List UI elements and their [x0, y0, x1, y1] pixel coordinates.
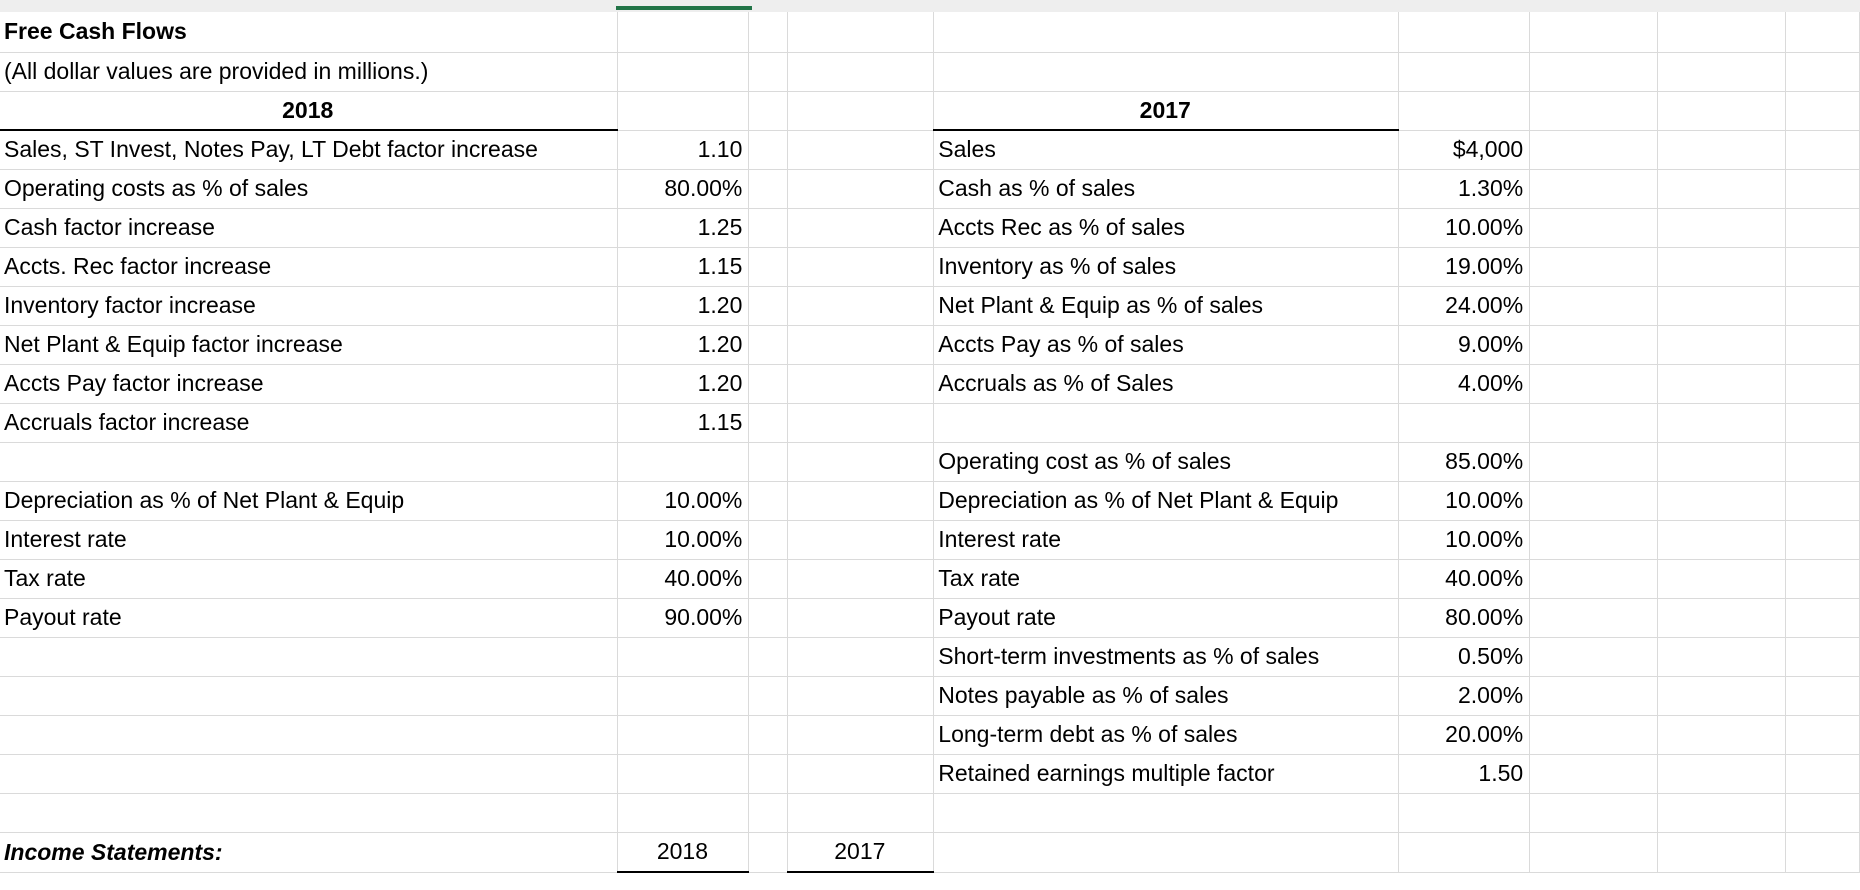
cell[interactable]	[1785, 715, 1859, 754]
cell[interactable]	[749, 403, 788, 442]
assumption-2018-value[interactable]: 80.00%	[618, 169, 749, 208]
cell[interactable]	[788, 247, 934, 286]
cell[interactable]	[1530, 481, 1658, 520]
assumption-2018-value[interactable]: 1.20	[618, 286, 749, 325]
assumption-2018-label[interactable]: Sales, ST Invest, Notes Pay, LT Debt factor increase	[0, 130, 618, 169]
assumption-2017-value[interactable]: 80.00%	[1399, 598, 1530, 637]
cell[interactable]	[749, 442, 788, 481]
table-row	[0, 715, 1860, 754]
cell[interactable]	[1785, 676, 1859, 715]
cell[interactable]	[788, 559, 934, 598]
cell[interactable]	[749, 247, 788, 286]
table-row	[0, 559, 1860, 598]
assumption-2018-label[interactable]: Inventory factor increase	[0, 286, 618, 325]
assumption-2017-value[interactable]: $4,000	[1399, 130, 1530, 169]
cell[interactable]	[1785, 403, 1859, 442]
cell[interactable]	[1785, 12, 1859, 52]
cell[interactable]	[1658, 832, 1786, 872]
cell[interactable]	[788, 12, 934, 52]
cell[interactable]	[1785, 559, 1859, 598]
cell[interactable]	[749, 754, 788, 793]
cell[interactable]	[749, 559, 788, 598]
assumption-2018-value[interactable]: 1.25	[618, 208, 749, 247]
cell[interactable]	[788, 286, 934, 325]
cell[interactable]	[934, 832, 1399, 872]
cell[interactable]	[1658, 130, 1786, 169]
assumption-2017-label[interactable]	[934, 793, 1399, 832]
assumption-2017-value[interactable]: 40.00%	[1399, 559, 1530, 598]
cell[interactable]	[749, 325, 788, 364]
cell[interactable]	[1785, 754, 1859, 793]
assumption-2017-value[interactable]	[1399, 403, 1530, 442]
cell[interactable]	[749, 286, 788, 325]
assumption-2018-label[interactable]	[0, 442, 618, 481]
assumption-2017-label[interactable]: Sales	[934, 130, 1399, 169]
table-row	[0, 442, 1860, 481]
cell[interactable]	[788, 676, 934, 715]
cell[interactable]	[1785, 637, 1859, 676]
cell[interactable]	[1658, 286, 1786, 325]
cell[interactable]	[1399, 91, 1530, 130]
cell[interactable]	[1530, 130, 1658, 169]
cell[interactable]	[1785, 520, 1859, 559]
cell[interactable]	[618, 91, 749, 130]
cell[interactable]	[1785, 169, 1859, 208]
assumption-2018-label[interactable]	[0, 637, 618, 676]
cell[interactable]	[749, 637, 788, 676]
assumption-2018-label[interactable]: Cash factor increase	[0, 208, 618, 247]
year-header-2017[interactable]: 2017	[934, 91, 1399, 130]
assumption-2017-label[interactable]: Cash as % of sales	[934, 169, 1399, 208]
assumption-2018-label[interactable]: Depreciation as % of Net Plant & Equip	[0, 481, 618, 520]
cell[interactable]	[1399, 52, 1530, 91]
assumption-2017-value[interactable]: 10.00%	[1399, 481, 1530, 520]
cell[interactable]	[1658, 442, 1786, 481]
assumption-2018-label[interactable]	[0, 676, 618, 715]
cell[interactable]	[1658, 325, 1786, 364]
cell[interactable]	[788, 520, 934, 559]
cell[interactable]	[1530, 676, 1658, 715]
cell[interactable]	[788, 715, 934, 754]
cell[interactable]	[1530, 442, 1658, 481]
cell[interactable]	[1658, 715, 1786, 754]
cell[interactable]	[1658, 520, 1786, 559]
income-statements-row	[0, 832, 1860, 872]
table-row	[0, 676, 1860, 715]
assumption-2018-value[interactable]: 1.15	[618, 403, 749, 442]
cell[interactable]	[788, 403, 934, 442]
cell[interactable]	[1785, 52, 1859, 91]
cell[interactable]	[1530, 520, 1658, 559]
assumption-2017-label[interactable]: Short-term investments as % of sales	[934, 637, 1399, 676]
assumption-2018-value[interactable]	[618, 754, 749, 793]
assumption-2017-value[interactable]: 19.00%	[1399, 247, 1530, 286]
table-row	[0, 403, 1860, 442]
cell[interactable]	[1658, 637, 1786, 676]
assumption-2017-label[interactable]: Accts Rec as % of sales	[934, 208, 1399, 247]
cell[interactable]	[1658, 676, 1786, 715]
cell[interactable]	[1530, 325, 1658, 364]
cell[interactable]	[1530, 169, 1658, 208]
cell[interactable]	[1530, 52, 1658, 91]
assumption-2017-label[interactable]: Notes payable as % of sales	[934, 676, 1399, 715]
cell[interactable]	[1785, 286, 1859, 325]
assumption-2017-label[interactable]: Long-term debt as % of sales	[934, 715, 1399, 754]
table-row	[0, 208, 1860, 247]
cell[interactable]	[1530, 247, 1658, 286]
cell[interactable]	[749, 12, 788, 52]
assumption-2017-label[interactable]: Inventory as % of sales	[934, 247, 1399, 286]
assumption-2017-value[interactable]: 24.00%	[1399, 286, 1530, 325]
cell[interactable]	[788, 52, 934, 91]
assumption-2017-label[interactable]: Depreciation as % of Net Plant & Equip	[934, 481, 1399, 520]
assumption-2018-value[interactable]: 1.20	[618, 364, 749, 403]
cell[interactable]	[1530, 637, 1658, 676]
income-year-2018[interactable]: 2018	[618, 832, 749, 872]
table-row	[0, 637, 1860, 676]
assumption-2018-label[interactable]: Operating costs as % of sales	[0, 169, 618, 208]
assumption-2018-value[interactable]: 1.10	[618, 130, 749, 169]
cell[interactable]	[1658, 754, 1786, 793]
assumption-2018-label[interactable]: Payout rate	[0, 598, 618, 637]
cell[interactable]	[1530, 364, 1658, 403]
cell[interactable]	[749, 208, 788, 247]
assumption-2018-label[interactable]	[0, 754, 618, 793]
assumption-2018-value[interactable]: 40.00%	[618, 559, 749, 598]
assumption-2017-value[interactable]: 4.00%	[1399, 364, 1530, 403]
cell[interactable]	[1658, 169, 1786, 208]
cell[interactable]	[1530, 403, 1658, 442]
assumption-2017-label[interactable]: Tax rate	[934, 559, 1399, 598]
assumption-2018-label[interactable]: Net Plant & Equip factor increase	[0, 325, 618, 364]
assumption-2017-value[interactable]: 10.00%	[1399, 520, 1530, 559]
assumption-2018-label[interactable]: Tax rate	[0, 559, 618, 598]
cell[interactable]	[1530, 91, 1658, 130]
assumption-2018-value[interactable]	[618, 442, 749, 481]
cell[interactable]	[934, 52, 1399, 91]
cell[interactable]	[1658, 247, 1786, 286]
assumption-2018-label[interactable]: Accts Pay factor increase	[0, 364, 618, 403]
assumption-2017-value[interactable]: 20.00%	[1399, 715, 1530, 754]
assumption-2018-label[interactable]: Interest rate	[0, 520, 618, 559]
assumption-2018-label[interactable]: Accruals factor increase	[0, 403, 618, 442]
cell[interactable]	[749, 130, 788, 169]
table-row	[0, 130, 1860, 169]
cell[interactable]	[1785, 130, 1859, 169]
assumption-2018-value[interactable]: 90.00%	[618, 598, 749, 637]
cell[interactable]	[1658, 598, 1786, 637]
cell[interactable]	[788, 754, 934, 793]
selected-column-indicator	[616, 6, 752, 10]
spreadsheet-grid	[0, 12, 1860, 873]
assumption-2018-value[interactable]: 1.15	[618, 247, 749, 286]
cell[interactable]	[1530, 12, 1658, 52]
cell[interactable]	[749, 52, 788, 91]
year-header-2018[interactable]: 2018	[0, 91, 618, 130]
cell[interactable]	[749, 598, 788, 637]
cell[interactable]	[749, 793, 788, 832]
cell[interactable]	[788, 442, 934, 481]
column-header-bar	[0, 0, 1860, 12]
cell[interactable]	[1658, 12, 1786, 52]
cell[interactable]	[1530, 793, 1658, 832]
assumption-2018-label[interactable]: Accts. Rec factor increase	[0, 247, 618, 286]
cell[interactable]	[1785, 598, 1859, 637]
cell[interactable]	[1658, 52, 1786, 91]
cell[interactable]	[1785, 208, 1859, 247]
assumption-2017-value[interactable]: 10.00%	[1399, 208, 1530, 247]
assumption-2018-value[interactable]	[618, 676, 749, 715]
assumption-2017-label[interactable]: Accruals as % of Sales	[934, 364, 1399, 403]
cell[interactable]	[934, 12, 1399, 52]
table-row	[0, 247, 1860, 286]
cell[interactable]	[788, 364, 934, 403]
assumption-2018-value[interactable]: 10.00%	[618, 481, 749, 520]
cell[interactable]	[749, 364, 788, 403]
cell[interactable]	[1785, 832, 1859, 872]
cell[interactable]	[1399, 832, 1530, 872]
cell[interactable]	[1530, 715, 1658, 754]
assumption-2017-label[interactable]: Retained earnings multiple factor	[934, 754, 1399, 793]
table-row	[0, 364, 1860, 403]
cell[interactable]	[788, 325, 934, 364]
cell[interactable]	[788, 481, 934, 520]
table-row	[0, 598, 1860, 637]
assumption-2018-value[interactable]	[618, 793, 749, 832]
cell[interactable]	[1530, 559, 1658, 598]
cell[interactable]	[1785, 364, 1859, 403]
assumption-2018-value[interactable]	[618, 715, 749, 754]
cell[interactable]	[788, 598, 934, 637]
assumption-2017-value[interactable]: 9.00%	[1399, 325, 1530, 364]
assumption-2018-label[interactable]	[0, 715, 618, 754]
cell[interactable]	[1658, 481, 1786, 520]
assumption-2018-value[interactable]	[618, 637, 749, 676]
cell[interactable]	[788, 169, 934, 208]
cell[interactable]	[1658, 364, 1786, 403]
cell[interactable]	[1658, 403, 1786, 442]
cell[interactable]	[749, 520, 788, 559]
table-row	[0, 481, 1860, 520]
assumption-2017-label[interactable]: Accts Pay as % of sales	[934, 325, 1399, 364]
assumption-2018-label[interactable]	[0, 793, 618, 832]
assumption-2017-value[interactable]: 2.00%	[1399, 676, 1530, 715]
assumption-2017-label[interactable]: Net Plant & Equip as % of sales	[934, 286, 1399, 325]
table-row	[0, 793, 1860, 832]
cell[interactable]	[749, 832, 788, 872]
cell[interactable]	[1530, 208, 1658, 247]
cell[interactable]	[1658, 91, 1786, 130]
cell[interactable]	[749, 715, 788, 754]
cell[interactable]	[1530, 754, 1658, 793]
cell[interactable]	[1785, 247, 1859, 286]
cell[interactable]	[1530, 598, 1658, 637]
sheet-title[interactable]: Free Cash Flows	[0, 12, 618, 52]
cell[interactable]	[749, 676, 788, 715]
table-row	[0, 169, 1860, 208]
cell[interactable]	[1785, 793, 1859, 832]
income-statements-label[interactable]: Income Statements:	[0, 832, 618, 872]
assumption-2018-value[interactable]: 10.00%	[618, 520, 749, 559]
assumption-2017-label[interactable]: Payout rate	[934, 598, 1399, 637]
table-row	[0, 325, 1860, 364]
table-row	[0, 754, 1860, 793]
assumption-2017-value[interactable]: 1.30%	[1399, 169, 1530, 208]
cell[interactable]	[1399, 12, 1530, 52]
table-row	[0, 286, 1860, 325]
assumption-2018-value[interactable]: 1.20	[618, 325, 749, 364]
cell[interactable]	[618, 52, 749, 91]
units-note[interactable]: (All dollar values are provided in millions.)	[0, 52, 618, 91]
assumption-2017-value[interactable]: 85.00%	[1399, 442, 1530, 481]
assumption-2017-label[interactable]: Operating cost as % of sales	[934, 442, 1399, 481]
cell[interactable]	[1530, 286, 1658, 325]
cell[interactable]	[749, 169, 788, 208]
cell[interactable]	[788, 130, 934, 169]
assumption-2017-label[interactable]: Interest rate	[934, 520, 1399, 559]
assumption-2017-value[interactable]: 0.50%	[1399, 637, 1530, 676]
cell[interactable]	[1785, 325, 1859, 364]
cell[interactable]	[1658, 559, 1786, 598]
assumption-2017-value[interactable]	[1399, 793, 1530, 832]
cell[interactable]	[749, 481, 788, 520]
cell[interactable]	[788, 208, 934, 247]
cell[interactable]	[1658, 793, 1786, 832]
cell[interactable]	[1785, 91, 1859, 130]
assumption-2017-value[interactable]: 1.50	[1399, 754, 1530, 793]
cell[interactable]	[788, 637, 934, 676]
cell[interactable]	[1658, 208, 1786, 247]
income-year-2017[interactable]: 2017	[788, 832, 934, 872]
cell[interactable]	[618, 12, 749, 52]
assumption-2017-label[interactable]	[934, 403, 1399, 442]
cell[interactable]	[788, 91, 934, 130]
cell[interactable]	[749, 91, 788, 130]
cell[interactable]	[788, 793, 934, 832]
cell[interactable]	[1530, 832, 1658, 872]
cell[interactable]	[1785, 442, 1859, 481]
cell[interactable]	[1785, 481, 1859, 520]
table-row	[0, 520, 1860, 559]
